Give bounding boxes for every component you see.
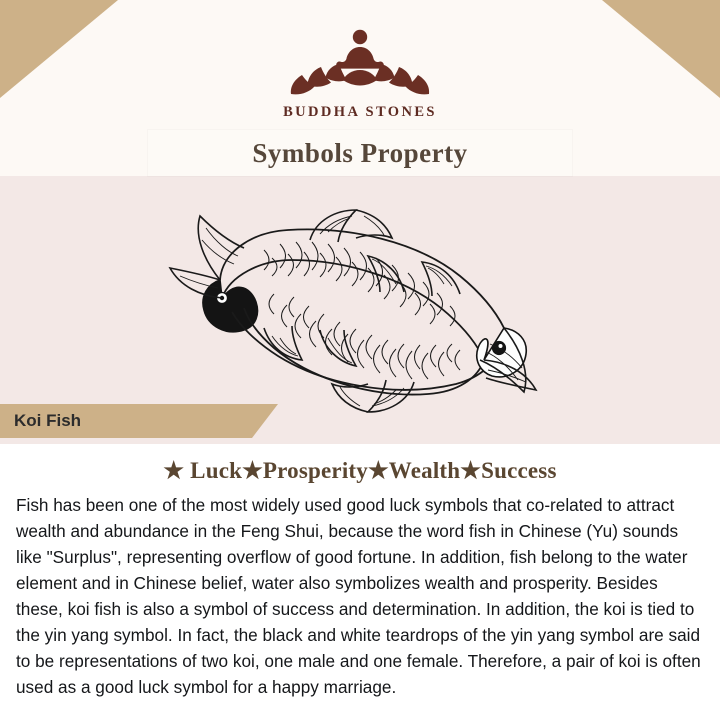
brand-name: BUDDHA STONES (283, 104, 437, 120)
brand-logo (0, 24, 720, 121)
title-banner (148, 130, 572, 176)
description-section (0, 444, 720, 720)
page-title: Symbols Property (252, 137, 468, 168)
koi-fish-pair-yin-yang-illustration (0, 180, 720, 440)
symbol-label-ribbon (0, 404, 252, 438)
symbol-label-text: Koi Fish (14, 411, 82, 430)
lotus-meditation-icon (0, 24, 720, 100)
description-paragraph: Fish has been one of the most widely used good luck symbols that co-related to attract wealth and abundance in the Feng Shui, because the word fish in Chinese (Yu) sounds like "Surplus", representing overflow of good fortune. In addition, fish belong to the water element and in Chinese belief, water also symbolizes wealth and prosperity. Besides these, koi fish is also a symbol of success and determination. In addition, the koi is tied to the yin yang symbol. In fact, the black and white teardrops of the yin yang symbol are said to be representations of two koi, one male and one female. Therefore, a pair of koi is often used as a good luck symbol for a happy marriage. (16, 495, 701, 697)
keywords-line: ★ Luck★Prosperity★Wealth★Success (163, 458, 557, 483)
ribbon-notch-decoration (252, 404, 278, 438)
